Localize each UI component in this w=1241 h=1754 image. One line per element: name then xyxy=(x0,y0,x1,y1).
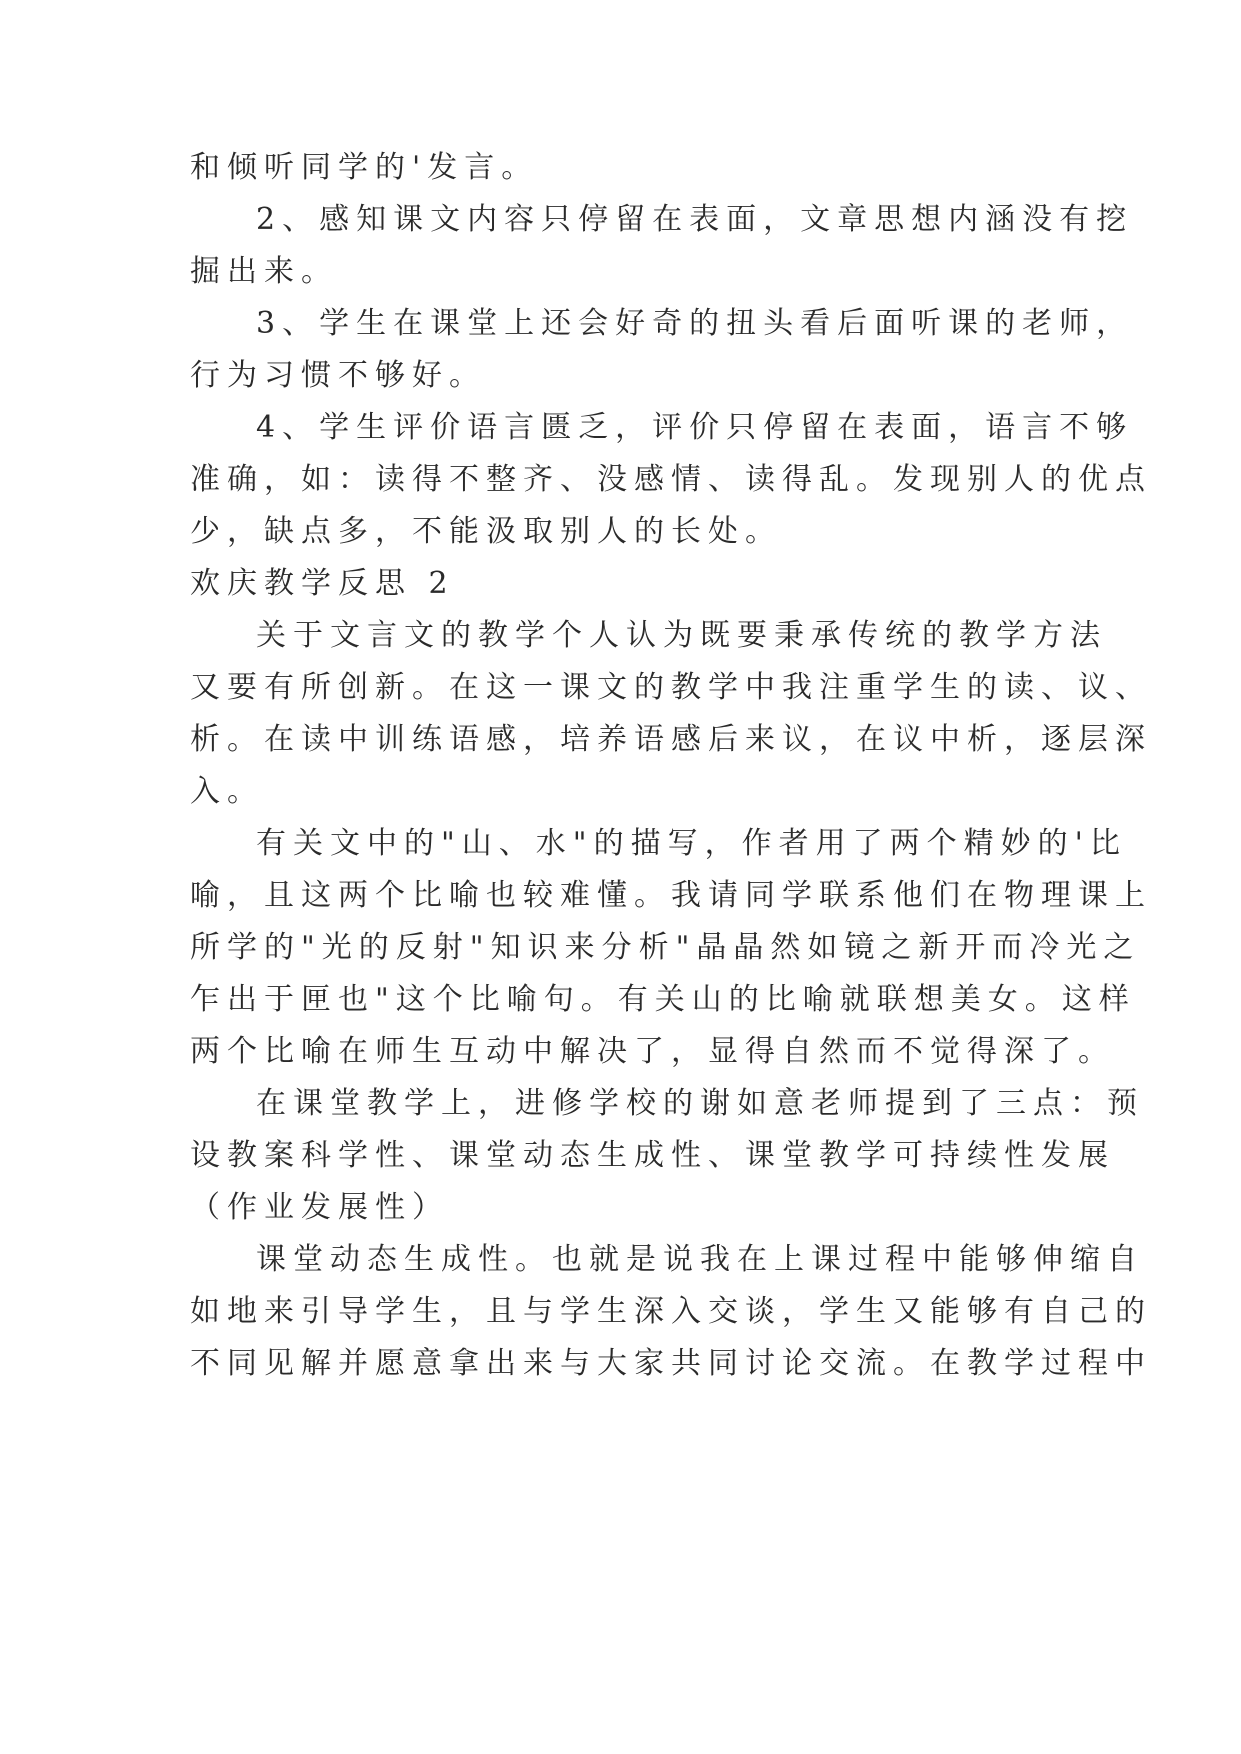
text-line: 准确，如：读得不整齐、没感情、读得乱。发现别人的优点 xyxy=(190,462,1152,497)
paragraph-start: 课堂动态生成性。也就是说我在上课过程中能够伸缩自 xyxy=(256,1242,1144,1277)
text-line: 析。在读中训练语感，培养语感后来议，在议中析，逐层深 xyxy=(190,722,1152,757)
paragraph-item-2: 2、感知课文内容只停留在表面，文章思想内涵没有挖 xyxy=(256,202,1134,237)
text-line: 入。 xyxy=(190,774,264,809)
text-line: 少，缺点多，不能汲取别人的长处。 xyxy=(190,514,782,549)
text-line: 如地来引导学生，且与学生深入交谈，学生又能够有自己的 xyxy=(190,1294,1152,1329)
text-line: 两个比喻在师生互动中解决了，显得自然而不觉得深了。 xyxy=(190,1034,1115,1069)
paragraph-start: 在课堂教学上，进修学校的谢如意老师提到了三点：预 xyxy=(256,1086,1144,1121)
text-line: 喻，且这两个比喻也较难懂。我请同学联系他们在物理课上 xyxy=(190,878,1152,913)
text-line: 所学的"光的反射"知识来分析"晶晶然如镜之新开而冷光之 xyxy=(190,930,1141,965)
paragraph-start: 有关文中的"山、水"的描写，作者用了两个精妙的'比 xyxy=(256,826,1127,861)
text-line: 不同见解并愿意拿出来与大家共同讨论交流。在教学过程中 xyxy=(190,1346,1152,1381)
section-heading: 欢庆教学反思 2 xyxy=(190,566,455,601)
text-line: 和倾听同学的'发言。 xyxy=(190,150,539,185)
paragraph-start: 关于文言文的教学个人认为既要秉承传统的教学方法 xyxy=(256,618,1107,653)
text-line: 设教案科学性、课堂动态生成性、课堂教学可持续性发展 xyxy=(190,1138,1115,1173)
paragraph-item-3: 3、学生在课堂上还会好奇的扭头看后面听课的老师， xyxy=(256,306,1134,341)
text-line: 掘出来。 xyxy=(190,254,338,289)
text-line: 乍出于匣也"这个比喻句。有关山的比喻就联想美女。这样 xyxy=(190,982,1136,1017)
text-line: 行为习惯不够好。 xyxy=(190,358,486,393)
text-line: 又要有所创新。在这一课文的教学中我注重学生的读、议、 xyxy=(190,670,1152,705)
paragraph-item-4: 4、学生评价语言匮乏，评价只停留在表面，语言不够 xyxy=(256,410,1134,445)
text-line: （作业发展性） xyxy=(190,1190,449,1225)
